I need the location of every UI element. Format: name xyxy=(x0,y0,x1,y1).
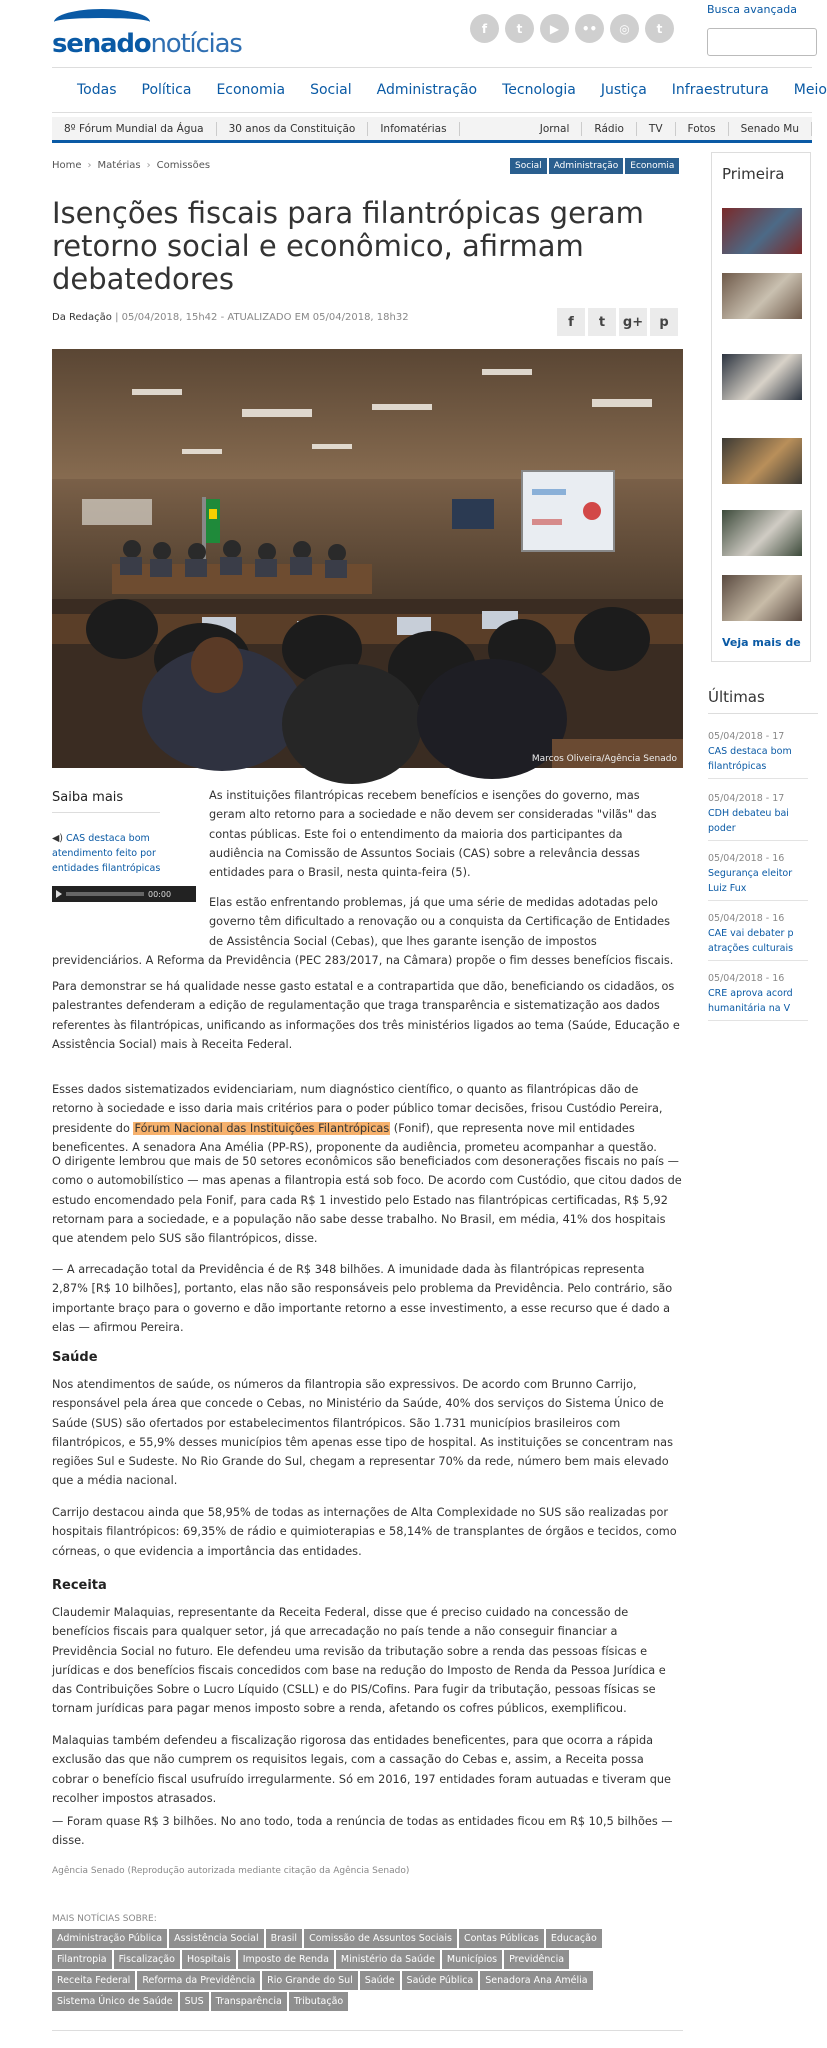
topic-tag[interactable]: Ministério da Saúde xyxy=(336,1950,440,1969)
article-paragraph: Elas estão enfrentando problemas, já que uma série de medidas adotadas pelo governo têm dificultado a renovação ou a conquista da Certificação de Entidades de Assistência Social (Cebas), que lhes garante isenção de impostos xyxy=(209,896,670,948)
divider xyxy=(708,778,808,779)
breadcrumb-item[interactable]: Matérias xyxy=(97,160,141,171)
twitter-share-icon[interactable]: t xyxy=(588,308,616,336)
nav-item-política[interactable]: Política xyxy=(141,82,192,98)
article-text: (Fonif), que representa nove mil entidades beneficentes. A senadora Ana Amélia (PP-RS), proponente da audiência, prometeu acompanhar a questão. xyxy=(52,1121,657,1154)
category-tag[interactable]: Social xyxy=(510,158,547,174)
instagram-icon[interactable]: ◎ xyxy=(610,14,639,43)
nav-item-economia[interactable]: Economia xyxy=(216,82,286,98)
ultimas-headline[interactable]: CAE vai debater p xyxy=(708,928,794,939)
breadcrumb-separator-icon: › xyxy=(146,160,151,171)
ultimas-item[interactable] xyxy=(708,851,808,901)
nav-item-administração[interactable]: Administração xyxy=(376,82,478,98)
audio-time: 00:00 xyxy=(148,889,172,899)
topic-tag[interactable]: Receita Federal xyxy=(52,1971,135,1990)
sub-nav xyxy=(52,117,812,143)
nav-item-meio[interactable]: Meio xyxy=(793,82,827,98)
topic-tag[interactable]: Comissão de Assuntos Sociais xyxy=(304,1929,457,1948)
nav-item-infraestrutura[interactable]: Infraestrutura xyxy=(671,82,769,98)
topic-tag[interactable]: Saúde xyxy=(360,1971,400,1990)
senado-noticias-logo[interactable] xyxy=(52,8,247,59)
thumb-6[interactable] xyxy=(722,575,802,621)
subnav-item[interactable]: Infomatérias xyxy=(368,122,459,136)
play-icon[interactable] xyxy=(56,890,62,898)
subnav-item[interactable]: Senado Mu xyxy=(729,122,812,136)
article-paragraph: — A arrecadação total da Previdência é de R$ 348 bilhões. A imunidade dada às filantrópicas representa 2,87% [R$ 10 bilhões], portanto, elas não são responsáveis pelo problema da Previdência. Pelo contrário, são importante braço para o governo e dão importante retorno a esse investimento, a esse recurso que é dado a elas — afirmou Pereira. xyxy=(52,1263,673,1334)
more-tags-title: MAIS NOTÍCIAS SOBRE: xyxy=(52,1914,157,1924)
topic-tag[interactable]: Previdência xyxy=(504,1950,569,1969)
saiba-mais-title: Saiba mais xyxy=(52,790,124,805)
subnav-item[interactable]: TV xyxy=(637,122,676,136)
logo-wordmark: senadonotícias xyxy=(52,29,242,59)
search-input[interactable] xyxy=(707,28,817,56)
ultimas-date: 05/04/2018 - 16 xyxy=(708,913,785,924)
tumblr-icon[interactable]: t xyxy=(645,14,674,43)
topic-tag[interactable]: Sistema Único de Saúde xyxy=(52,1992,178,2011)
sidebar-primeira-title: Primeira xyxy=(722,165,785,183)
article-paragraph xyxy=(52,1080,683,1157)
thumb-1[interactable] xyxy=(722,208,802,254)
article-category-tags xyxy=(510,158,679,174)
ultimas-headline[interactable]: atrações culturais xyxy=(708,943,794,954)
nav-item-social[interactable]: Social xyxy=(310,82,352,98)
article-paragraph: O dirigente lembrou que mais de 50 setores econômicos são beneficiados com desonerações fiscais no país — como o automobilístico — mas apenas a filantropia está sob foco. De acordo com Custódio, que citou dados de estudo encomendado pela Fonif, para cada R$ 1 investido pelo Estado nas filantrópicas certificadas, R$ 5,92 retornam para a sociedade, e a população não sabe desse trabalho. No Brasil, em média, 41% dos hospitais que atendem pelo SUS são filantrópicos, disse. xyxy=(52,1155,682,1246)
subnav-item[interactable]: Fotos xyxy=(676,122,729,136)
ultimas-item[interactable] xyxy=(708,911,808,961)
highlighted-link-fonif[interactable]: Fórum Nacional das Instituições Filantrópicas xyxy=(134,1121,390,1135)
thumb-3[interactable] xyxy=(722,354,802,400)
ultimas-item[interactable] xyxy=(708,729,808,779)
article-paragraph: Nos atendimentos de saúde, os números da filantropia são expressivos. De acordo com Brunno Carrijo, responsável pela área que concede o Cebas, no Ministério da Saúde, 40% dos serviços do Sistema Único de Saúde (SUS) são ofertados por estabelecimentos filantrópicos. São 1.731 municípios brasileiros com filantrópicos, e 55,9% desses municípios têm apenas esse tipo de hospital. As instituições se concentram nas regiões Sul e Sudeste. No Rio Grande do Sul, chegam a representar 70% da rede, número bem mais elevado que a média nacional. xyxy=(52,1378,673,1488)
byline-dateline: | 05/04/2018, 15h42 - ATUALIZADO EM 05/04/2018, 18h32 xyxy=(115,312,409,323)
byline xyxy=(52,312,409,323)
audio-player[interactable] xyxy=(52,886,196,902)
section-heading-receita: Receita xyxy=(52,1578,107,1593)
ultimas-headline[interactable]: poder xyxy=(708,823,736,834)
divider xyxy=(52,2030,683,2031)
topic-tag[interactable]: Assistência Social xyxy=(169,1929,263,1948)
article-paragraph: — Foram quase R$ 3 bilhões. No ano todo, toda a renúncia de todas as entidades ficou em R$ 10,5 bilhões — disse. xyxy=(52,1815,673,1848)
subnav-item[interactable]: 30 anos da Constituição xyxy=(217,122,369,136)
veja-mais-link[interactable]: Veja mais de xyxy=(722,636,801,649)
ultimas-date: 05/04/2018 - 16 xyxy=(708,973,785,984)
article-paragraph: previdenciários. A Reforma da Previdência (PEC 283/2017, na Câmara) propõe o fim desses benefícios fiscais. xyxy=(52,954,674,967)
pinterest-share-icon[interactable]: p xyxy=(650,308,678,336)
ultimas-item[interactable] xyxy=(708,971,808,1021)
twitter-icon[interactable]: t xyxy=(505,14,534,43)
ultimas-date: 05/04/2018 - 17 xyxy=(708,731,785,742)
section-heading-saude: Saúde xyxy=(52,1350,98,1365)
thumb-2[interactable] xyxy=(722,273,802,319)
breadcrumb-item[interactable]: Home xyxy=(52,160,82,171)
topic-tag[interactable]: Transparência xyxy=(211,1992,287,2011)
facebook-share-icon[interactable]: f xyxy=(557,308,585,336)
nav-item-tecnologia[interactable]: Tecnologia xyxy=(502,82,576,98)
byline-source[interactable]: Da Redação xyxy=(52,312,112,323)
article-paragraph: As instituições filantrópicas recebem benefícios e isenções do governo, mas geram alto retorno para a sociedade e não devem ser consideradas "vilãs" das contas públicas. Este foi o entendimento da maioria dos participantes da audiência na Comissão de Assuntos Sociais (CAS) sobre a relevância dessas entidades para o Brasil, nesta quinta-feira (5). xyxy=(209,789,657,880)
thumb-4[interactable] xyxy=(722,438,802,484)
breadcrumb-separator-icon: › xyxy=(87,160,92,171)
ultimas-date: 05/04/2018 - 16 xyxy=(708,853,785,864)
topic-tag[interactable]: Senadora Ana Amélia xyxy=(480,1971,592,1990)
topic-tag[interactable]: Contas Públicas xyxy=(459,1929,544,1948)
photo-credit: Marcos Oliveira/Agência Senado xyxy=(531,754,677,764)
divider xyxy=(708,840,808,841)
article-paragraph: Malaquias também defendeu a fiscalização rigorosa das entidades beneficentes, para que ocorra a rápida exclusão das que não cumprem os requisitos legais, com a cassação do Cebas e, assim, a Receita possa cobrar o benefício fiscal usufruído irregularmente. Só em 2016, 197 entidades foram autuadas e tiveram que recolher impostos atrasados. xyxy=(52,1734,671,1805)
breadcrumb-item[interactable]: Comissões xyxy=(156,160,211,171)
share-buttons xyxy=(557,308,678,336)
breadcrumb xyxy=(52,160,210,171)
ultimas-headline[interactable]: humanitária na V xyxy=(708,1003,791,1014)
topic-tag[interactable]: Reforma da Previdência xyxy=(137,1971,260,1990)
youtube-icon[interactable]: ▶ xyxy=(540,14,569,43)
ultimas-title: Últimas xyxy=(708,688,765,706)
attribution: Agência Senado (Reprodução autorizada mediante citação da Agência Senado) xyxy=(52,1866,410,1876)
subnav-item[interactable]: 8º Fórum Mundial da Água xyxy=(52,122,217,136)
topic-tag[interactable]: Imposto de Renda xyxy=(238,1950,334,1969)
more-tags xyxy=(52,1929,652,2011)
article-paragraph: Para demonstrar se há qualidade nesse gasto estatal e a contrapartida que dão, beneficiando os cidadãos, os palestrantes defenderam a edição de regulamentação que traga transparência e sistematização aos dados referentes às filantrópicas, unificando as informações dos três ministérios ligados ao tema (Saúde, Educação e Assistência Social) mais à Receita Federal. xyxy=(52,980,680,1051)
nav-item-justiça[interactable]: Justiça xyxy=(600,82,647,98)
article-photo xyxy=(52,349,683,768)
speaker-icon: ◀) xyxy=(52,833,64,844)
topic-tag[interactable]: Educação xyxy=(546,1929,602,1948)
divider xyxy=(708,960,808,961)
subnav-item[interactable]: Jornal xyxy=(528,122,583,136)
category-tag[interactable]: Economia xyxy=(625,158,679,174)
subnav-item[interactable]: Rádio xyxy=(582,122,637,136)
googleplus-share-icon[interactable]: g+ xyxy=(619,308,647,336)
topic-tag[interactable]: SUS xyxy=(180,1992,209,2011)
saiba-mais-link[interactable] xyxy=(52,831,162,876)
topic-tag[interactable]: Saúde Pública xyxy=(402,1971,479,1990)
divider xyxy=(708,900,808,901)
ultimas-headline[interactable]: filantrópicas xyxy=(708,761,767,772)
facebook-icon[interactable]: f xyxy=(470,14,499,43)
advanced-search-link[interactable]: Busca avançada xyxy=(707,3,798,16)
committee-room-illustration xyxy=(52,349,683,768)
article-title: Isenções fiscais para filantrópicas geram retorno social e econômico, afirmam debatedores xyxy=(52,196,644,296)
ultimas-headline[interactable]: Luiz Fux xyxy=(708,883,747,894)
flickr-icon[interactable]: •• xyxy=(575,14,604,43)
topic-tag[interactable]: Tributação xyxy=(289,1992,348,2011)
topic-tag[interactable]: Administração Pública xyxy=(52,1929,167,1948)
audio-progress-bar[interactable] xyxy=(66,892,144,896)
social-links xyxy=(470,14,674,43)
thumb-5[interactable] xyxy=(722,510,802,556)
topic-tag[interactable]: Fiscalização xyxy=(114,1950,180,1969)
ultimas-headline[interactable]: CAS destaca bom xyxy=(708,746,792,757)
ultimas-headline[interactable]: CDH debateu bai xyxy=(708,808,789,819)
category-tag[interactable]: Administração xyxy=(549,158,624,174)
divider xyxy=(52,812,160,813)
ultimas-date: 05/04/2018 - 17 xyxy=(708,793,785,804)
topic-tag[interactable]: Municípios xyxy=(442,1950,502,1969)
topic-tag[interactable]: Rio Grande do Sul xyxy=(262,1971,358,1990)
article-paragraph: Claudemir Malaquias, representante da Receita Federal, disse que é preciso cuidado na concessão de benefícios fiscais para qualquer setor, já que arrecadação no país tende a não conseguir financiar a Previdência Social no futuro. Ele defendeu uma revisão da tributação sobre a renda das pessoas físicas e jurídicas e dos benefícios fiscais concedidos com base na redução do Imposto de Renda da Pessoa Jurídica e das Contribuições Sobre o Lucro Líquido (CSLL) e do PIS/Cofins. Para fugir da tributação, pessoas físicas se tornam jurídicas para pagar menos imposto sobre a renda, afetando os cofres públicos, exemplificou. xyxy=(52,1606,666,1716)
divider xyxy=(708,1020,808,1021)
ultimas-headline[interactable]: CRE aprova acord xyxy=(708,988,793,999)
topic-tag[interactable]: Filantropia xyxy=(52,1950,112,1969)
nav-item-todas[interactable]: Todas xyxy=(77,82,117,98)
main-nav xyxy=(52,67,827,113)
divider xyxy=(708,713,818,714)
saiba-mais-link-label: CAS destaca bom atendimento feito por entidades filantrópicas xyxy=(52,833,161,874)
topic-tag[interactable]: Brasil xyxy=(266,1929,302,1948)
article-paragraph: Carrijo destacou ainda que 58,95% de todas as internações de Alta Complexidade no SUS são realizadas por hospitais filantrópicos: 69,35% de rádio e quimioterapias e 58,14% de transplantes de órgãos e tecidos, como córneas, o que evidencia a importância das entidades. xyxy=(52,1506,677,1558)
ultimas-item[interactable] xyxy=(708,791,808,841)
topic-tag[interactable]: Hospitais xyxy=(182,1950,236,1969)
article-text: Esses dados sistematizados evidenciariam, num diagnóstico científico, o quanto as filantrópicas dão de retorno à sociedade e isso daria mais critérios para o poder público tomar decisões, frisou Custódio Pereira, presidente do xyxy=(52,1083,663,1135)
ultimas-headline[interactable]: Segurança eleitor xyxy=(708,868,793,879)
